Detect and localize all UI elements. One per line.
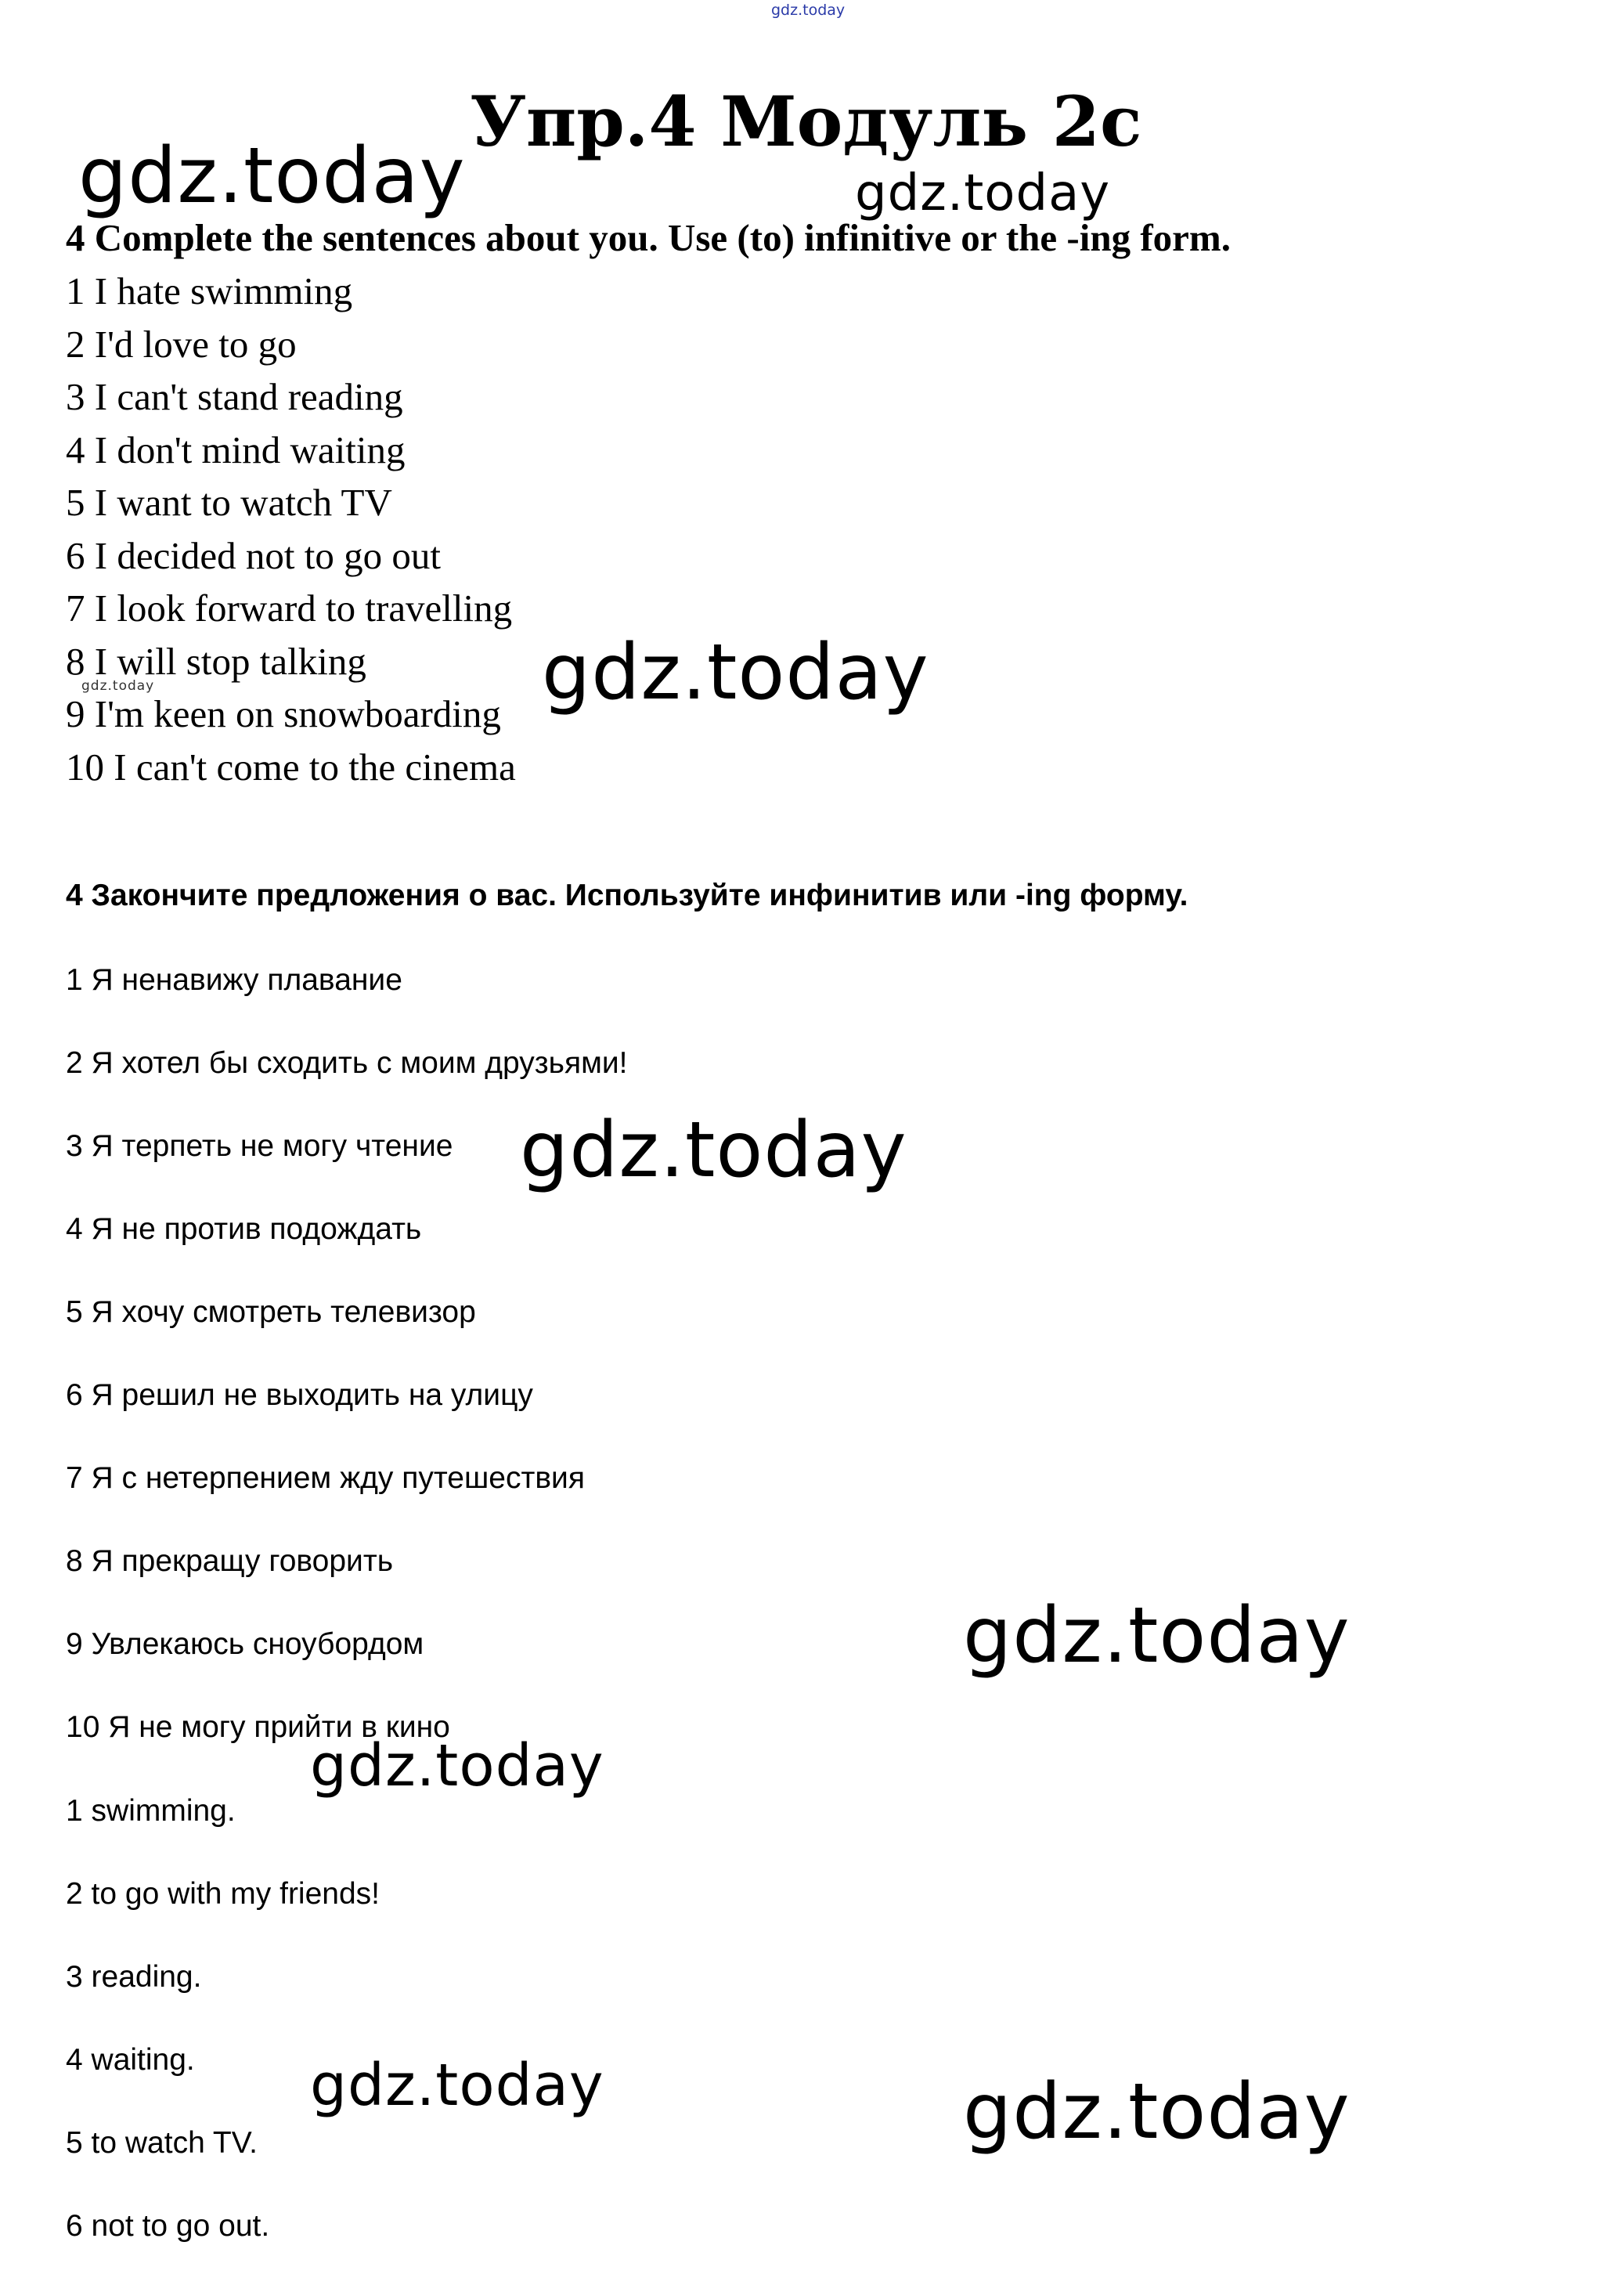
english-sentence: 10 I can't come to the cinema bbox=[66, 745, 516, 789]
english-sentence: 2 I'd love to go bbox=[66, 322, 297, 366]
english-sentence: 5 I want to watch TV bbox=[66, 481, 392, 524]
answer-item: 3 reading. bbox=[66, 1960, 202, 1994]
watermark: gdz.today bbox=[520, 1106, 907, 1195]
page-title: Упр.4 Модуль 2с bbox=[470, 81, 1142, 162]
russian-sentence: 2 Я хотел бы сходить с моим друзьями! bbox=[66, 1046, 628, 1080]
watermark: gdz.today bbox=[855, 164, 1111, 222]
answer-item: 1 swimming. bbox=[66, 1794, 236, 1828]
russian-sentence: 8 Я прекращу говорить bbox=[66, 1544, 394, 1578]
answer-item: 2 to go with my friends! bbox=[66, 1877, 380, 1911]
russian-sentence: 3 Я терпеть не могу чтение bbox=[66, 1129, 453, 1163]
watermark: gdz.today bbox=[78, 132, 466, 221]
russian-sentence: 5 Я хочу смотреть телевизор bbox=[66, 1295, 476, 1329]
watermark: gdz.today bbox=[542, 628, 929, 717]
english-sentence: 8 I will stop talking bbox=[66, 639, 366, 683]
russian-sentence: 9 Увлекаюсь сноубордом bbox=[66, 1627, 424, 1661]
answer-list bbox=[66, 1789, 380, 2287]
watermark: gdz.today bbox=[310, 1732, 604, 1800]
russian-sentence: 4 Я не против подождать bbox=[66, 1212, 422, 1246]
russian-sentence: 10 Я не могу прийти в кино bbox=[66, 1710, 450, 1744]
answer-item: 6 not to go out. bbox=[66, 2209, 270, 2243]
english-task-heading: 4 Complete the sentences about you. Use (to) infinitive or the -ing form. bbox=[66, 216, 1231, 259]
russian-sentence: 7 Я с нетерпением жду путешествия bbox=[66, 1461, 585, 1495]
english-sentence: 7 I look forward to travelling bbox=[66, 587, 513, 630]
watermark: gdz.today bbox=[963, 1591, 1351, 1680]
russian-sentence: 6 Я решил не выходить на улицу bbox=[66, 1378, 533, 1412]
english-sentence: 3 I can't stand reading bbox=[66, 375, 403, 418]
watermark: gdz.today bbox=[81, 678, 155, 694]
english-sentence-list bbox=[66, 265, 516, 793]
russian-task-heading: 4 Закончите предложения о вас. Используйте инфинитив или -ing форму. bbox=[66, 879, 1188, 912]
watermark: gdz.today bbox=[963, 2067, 1351, 2157]
answer-item: 4 waiting. bbox=[66, 2043, 195, 2077]
answer-item: 5 to watch TV. bbox=[66, 2126, 258, 2160]
russian-sentence-list bbox=[66, 958, 628, 1789]
russian-sentence: 1 Я ненавижу плавание bbox=[66, 963, 402, 997]
english-sentence: 6 I decided not to go out bbox=[66, 533, 442, 577]
english-sentence: 9 I'm keen on snowboarding bbox=[66, 692, 501, 735]
watermark: gdz.today bbox=[310, 2052, 604, 2119]
english-sentence: 1 I hate swimming bbox=[66, 269, 353, 312]
english-sentence: 4 I don't mind waiting bbox=[66, 428, 406, 471]
top-watermark: gdz.today bbox=[771, 2, 846, 19]
